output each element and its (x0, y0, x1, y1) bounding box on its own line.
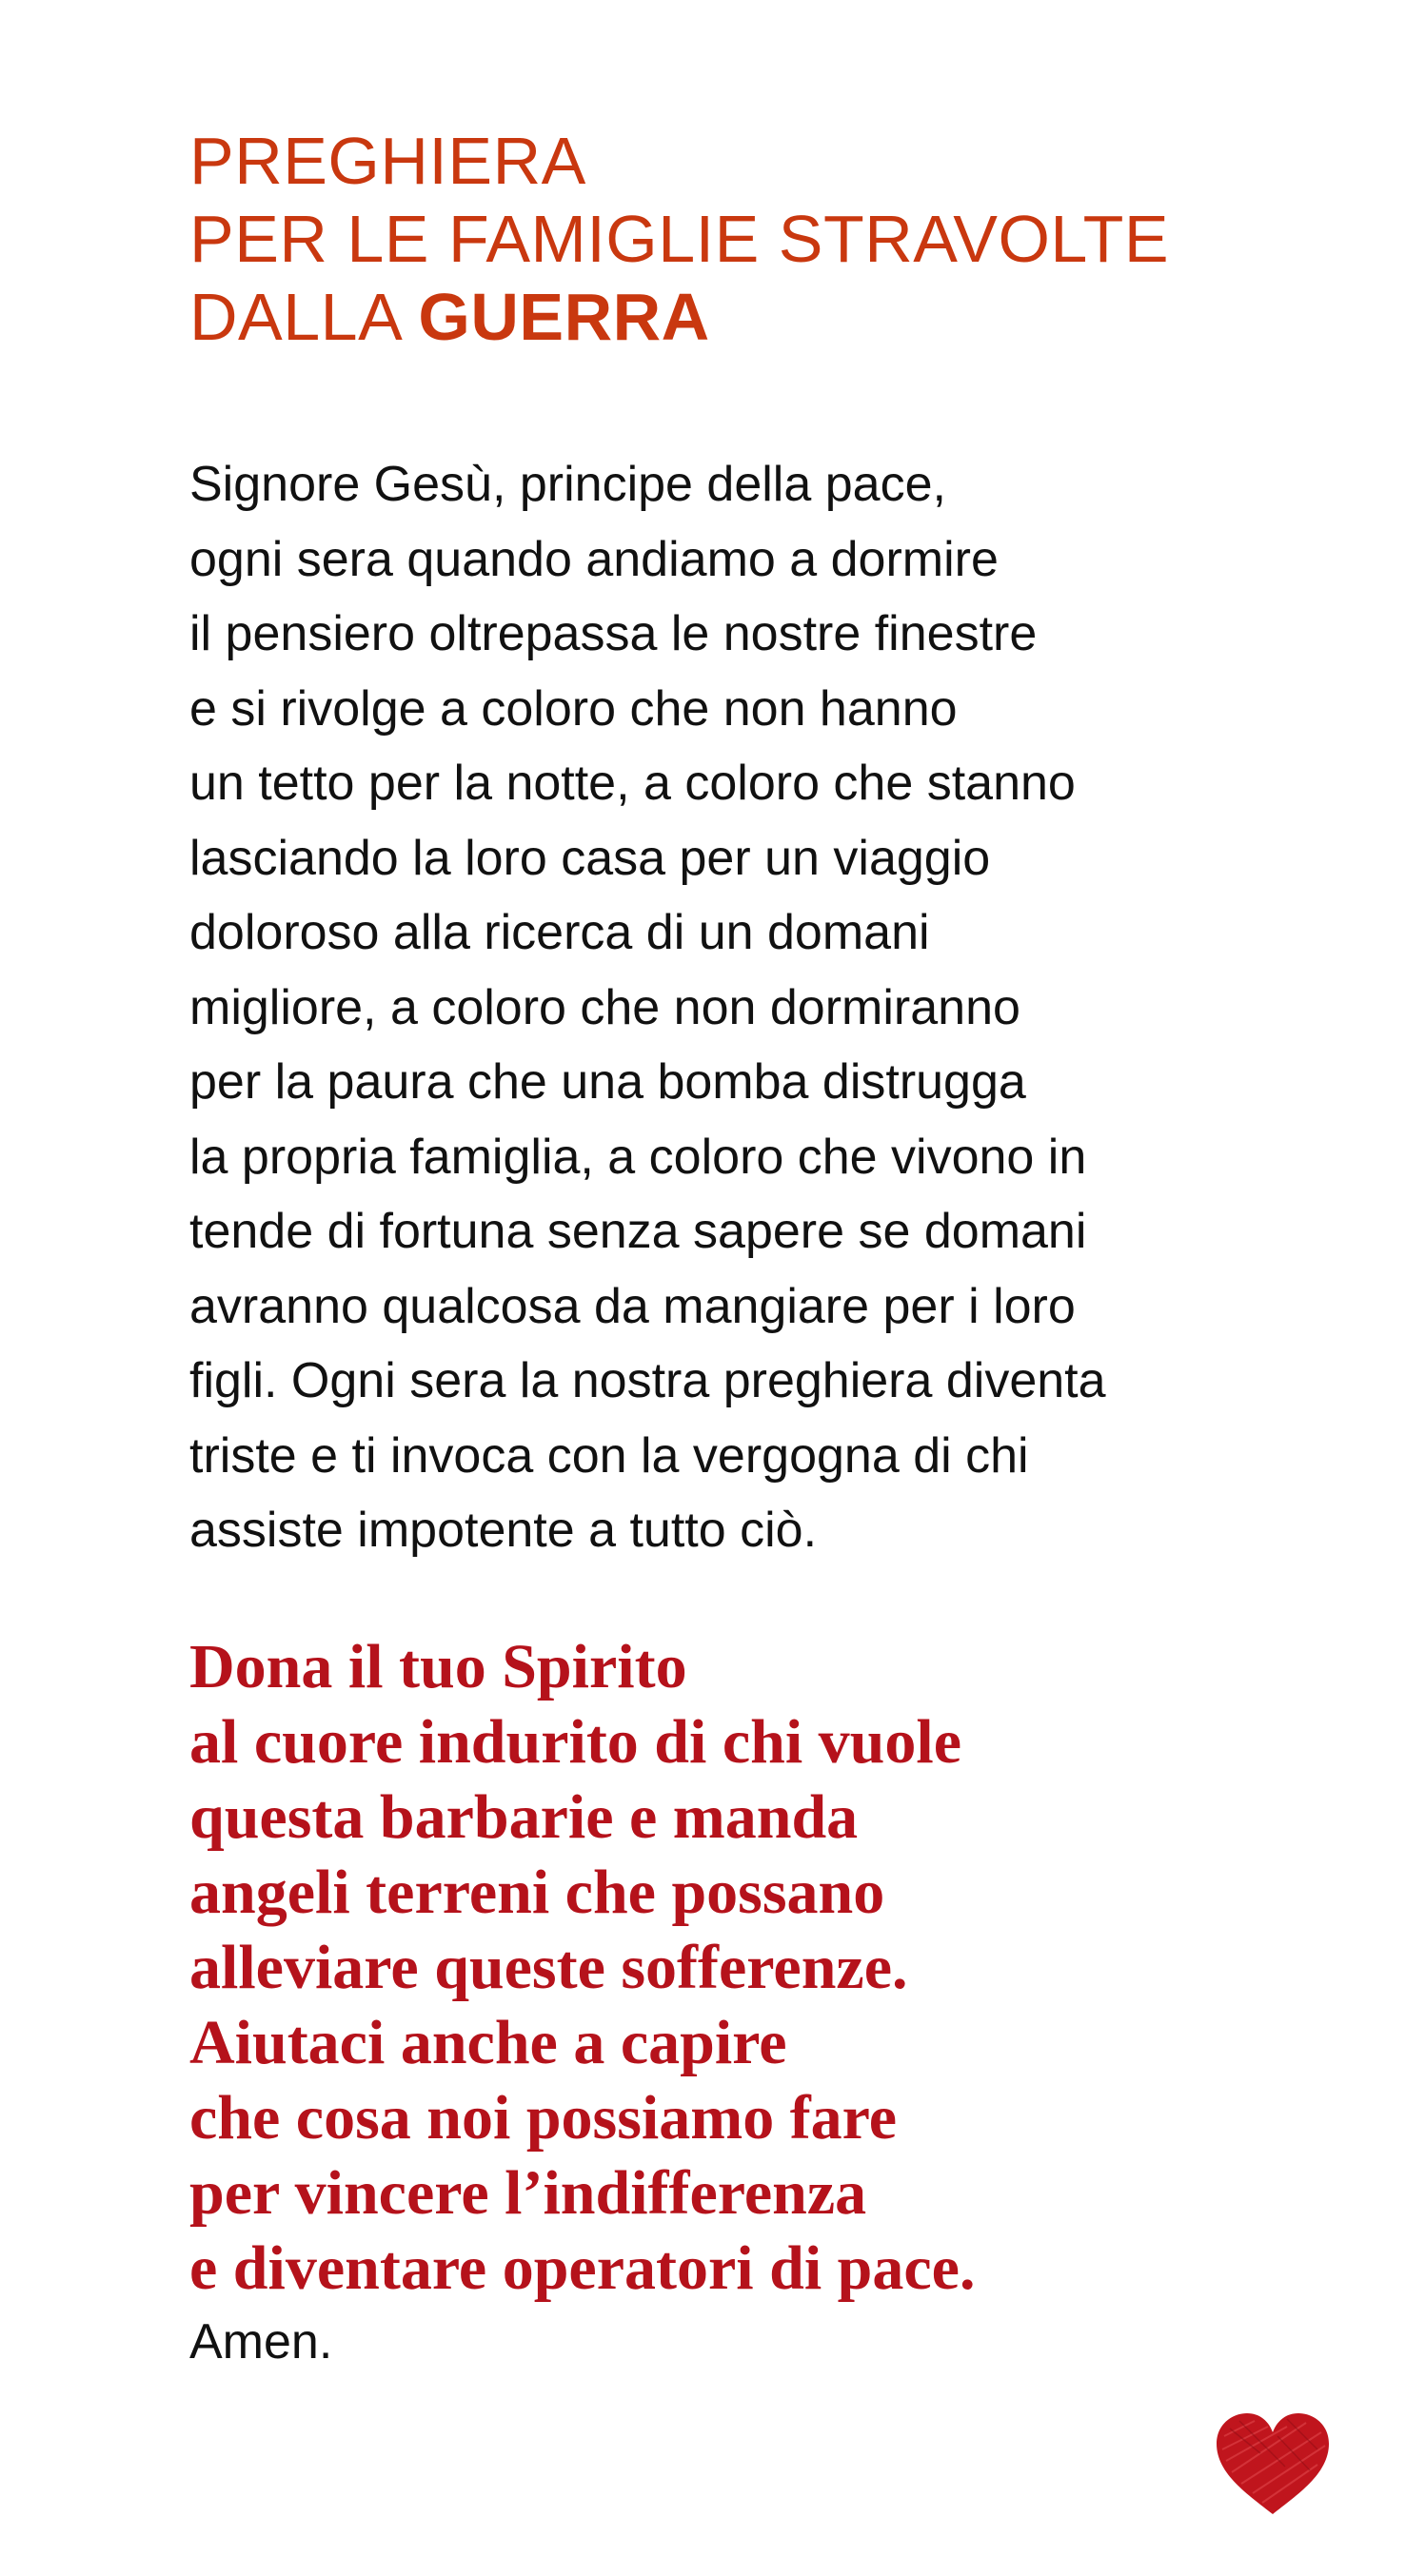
invocation-line: Dona il tuo Spirito (189, 1632, 687, 1701)
invocation-line: alleviare queste sofferenze. (189, 1933, 908, 2002)
body-line: migliore, a coloro che non dormiranno (189, 979, 1020, 1035)
closing-amen: Amen. (189, 2314, 333, 2370)
title-line-3 (189, 278, 1313, 356)
body-line: lasciando la loro casa per un viaggio (189, 830, 991, 886)
invocation-line: angeli terreni che possano (189, 1858, 885, 1927)
heart-icon (1211, 2408, 1335, 2522)
invocation-line: questa barbarie e manda (189, 1782, 859, 1852)
prayer-invocation (189, 1629, 1332, 2306)
title-line-3-strong: GUERRA (418, 280, 710, 354)
body-line: e si rivolge a coloro che non hanno (189, 680, 958, 737)
body-line: tende di fortuna senza sapere se domani (189, 1204, 1087, 1259)
body-line: assiste impotente a tutto ciò. (189, 1503, 818, 1558)
body-line: avranno qualcosa da mangiare per i loro (189, 1278, 1076, 1334)
page-title (189, 122, 1313, 356)
body-line: ogni sera quando andiamo a dormire (189, 531, 999, 587)
invocation-line: per vincere l’indifferenza (189, 2158, 867, 2228)
invocation-line: al cuore indurito di chi vuole (189, 1707, 962, 1777)
invocation-line: che cosa noi possiamo fare (189, 2083, 898, 2153)
invocation-line: e diventare operatori di pace. (189, 2233, 976, 2303)
prayer-body (189, 447, 1294, 1568)
body-line: il pensiero oltrepassa le nostre finestre (189, 606, 1038, 661)
body-line: triste e ti invoca con la vergogna di chi (189, 1427, 1029, 1484)
body-line: Signore Gesù, principe della pace, (189, 457, 946, 512)
title-line-1: PREGHIERA (189, 124, 586, 198)
body-line: un tetto per la notte, a coloro che stanno (189, 756, 1076, 811)
title-line-3-prefix: DALLA (189, 280, 419, 354)
body-line: doloroso alla ricerca di un domani (189, 905, 930, 960)
title-line-2: PER LE FAMIGLIE STRAVOLTE (189, 202, 1170, 276)
invocation-line: Aiutaci anche a capire (189, 2008, 787, 2077)
body-line: figli. Ogni sera la nostra preghiera diventa (189, 1353, 1106, 1408)
body-line: per la paura che una bomba distrugga (189, 1054, 1026, 1110)
body-line: la propria famiglia, a coloro che vivono in (189, 1129, 1087, 1185)
